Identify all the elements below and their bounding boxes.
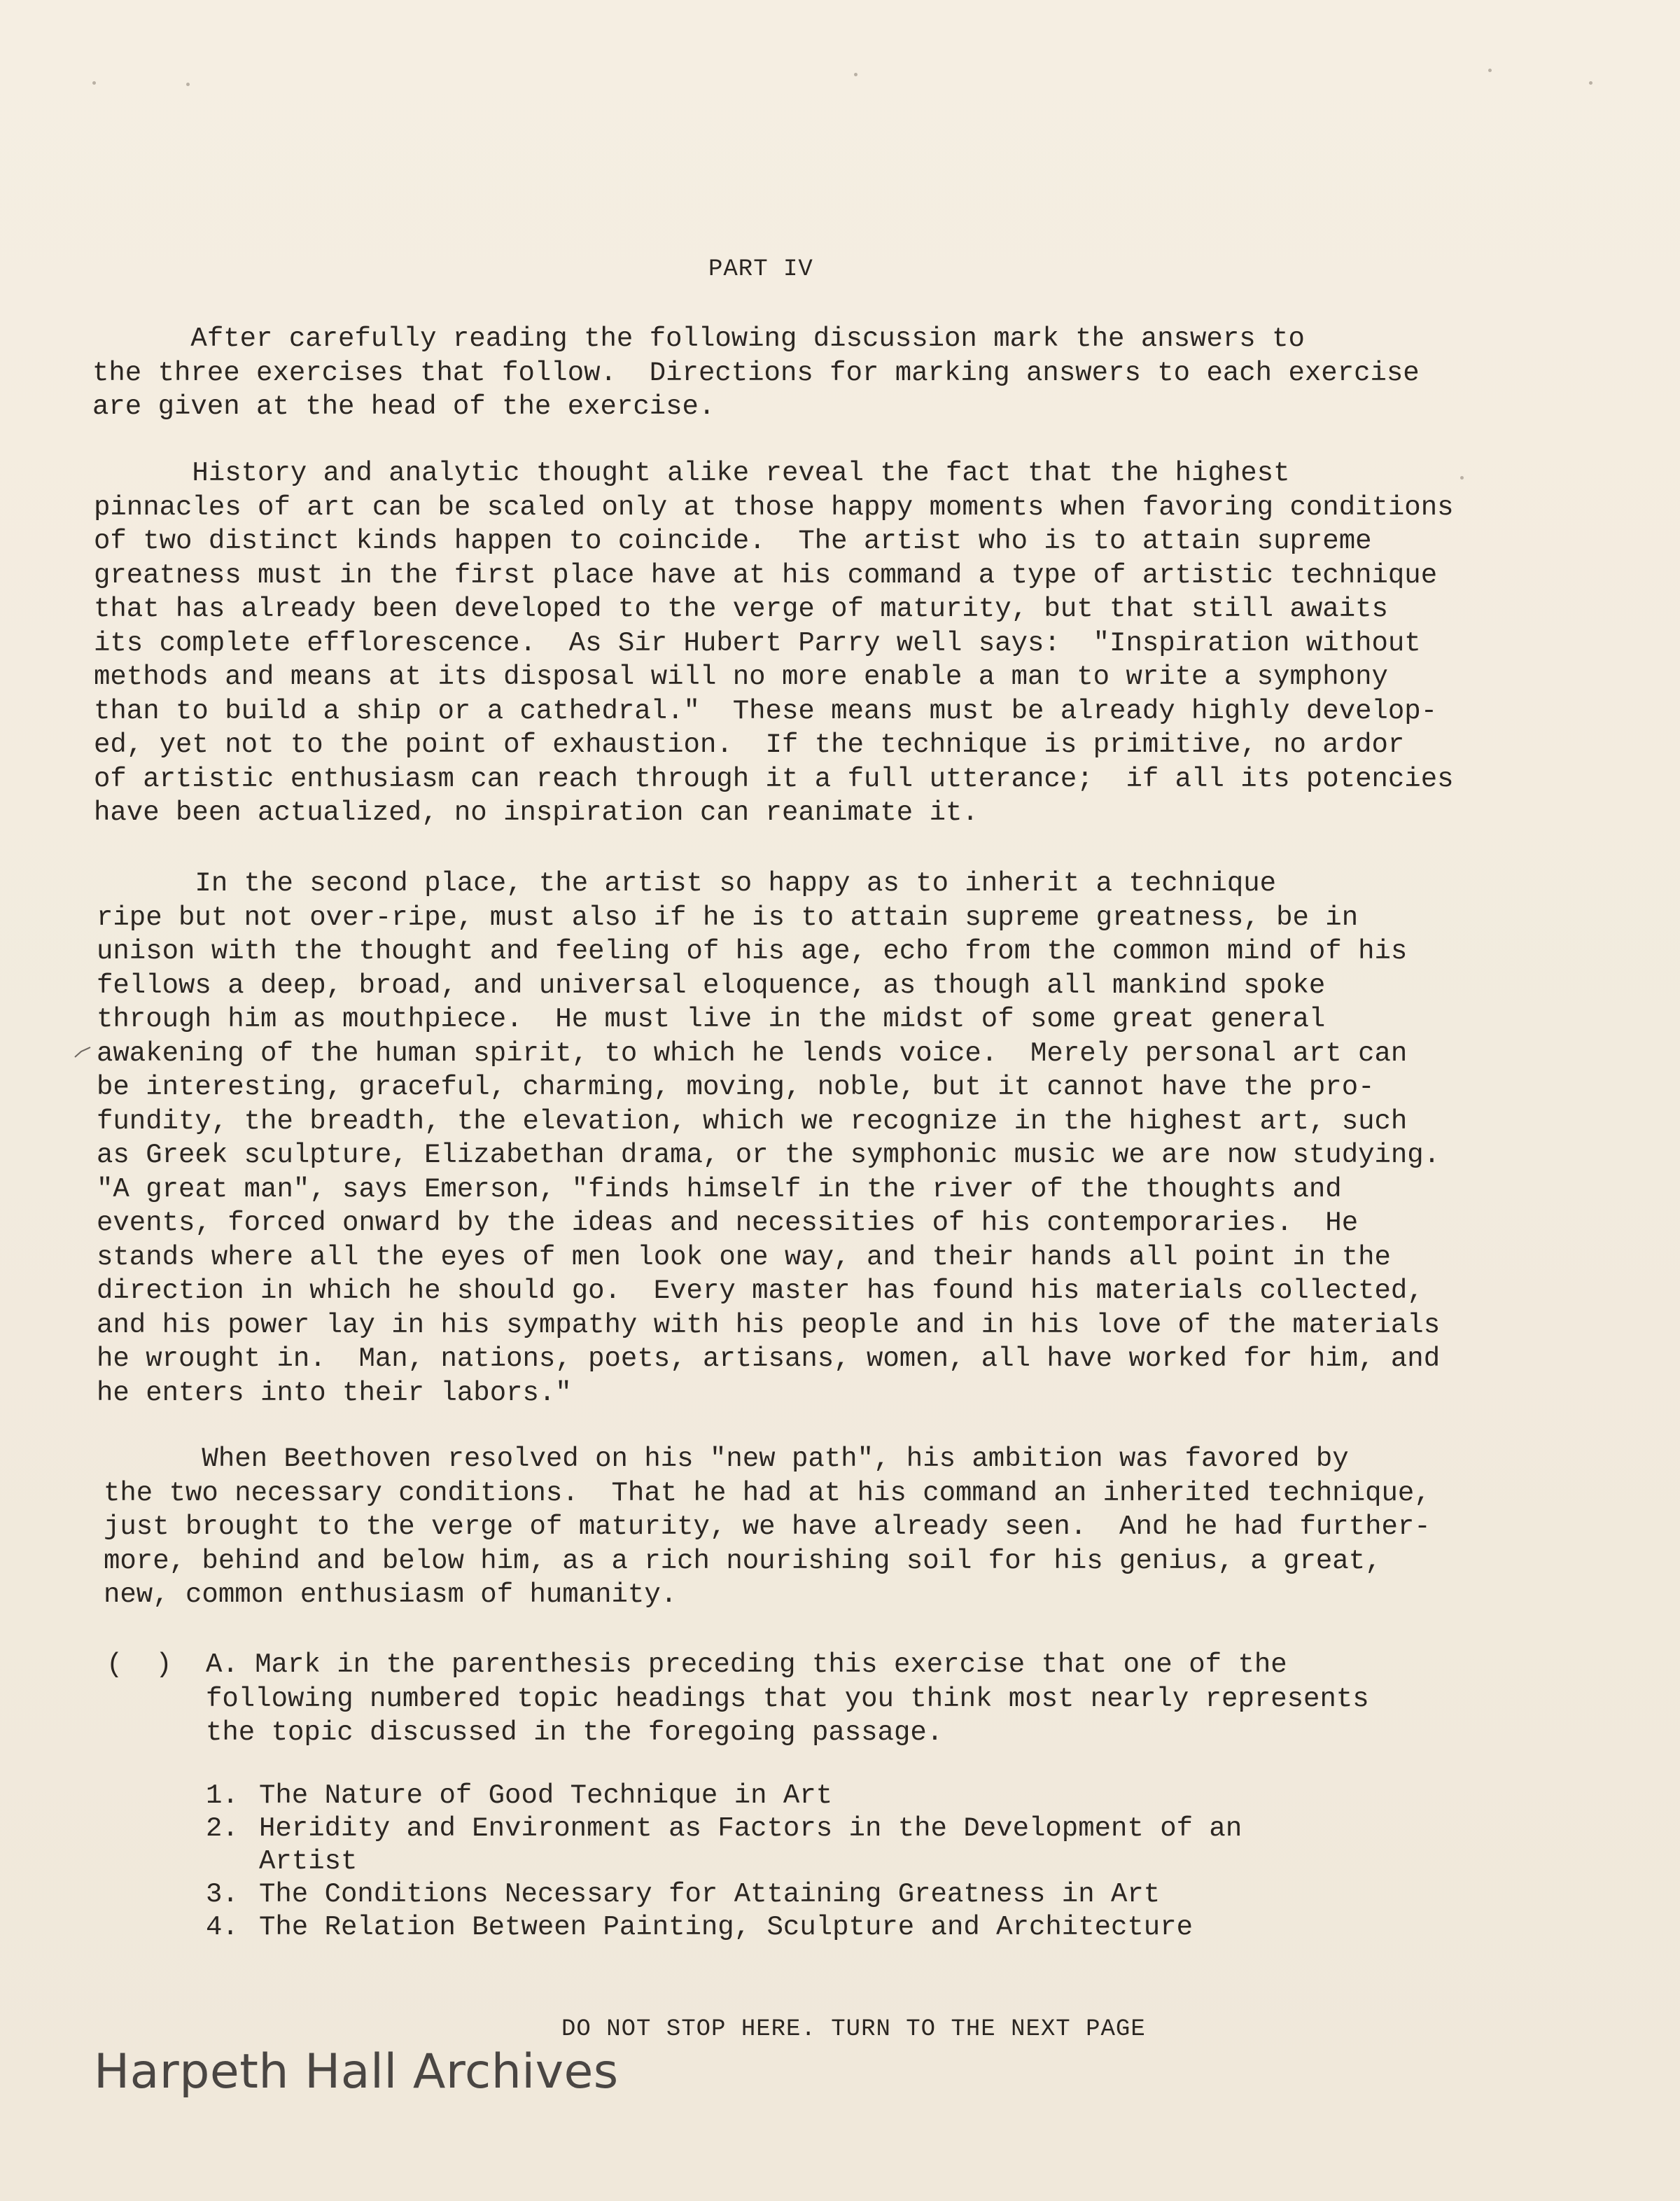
instructions-paragraph: After carefully reading the following discussion mark the answers to the three exercises that follow. Directions for marking answers to each exercise are given at the head of the exercise. [92,323,1420,422]
exercise-prompt: A. Mark in the parenthesis preceding this exercise that one of the following numbered topic headings that you think most nearly represents the topic discussed in the foregoing passage. [206,1649,1369,1748]
option-text: Heridity and Environment as Factors in the Development of an Artist [259,1813,1242,1877]
list-item [206,1812,1242,1878]
paper-speck [92,81,96,85]
paper-speck [1589,81,1592,85]
list-item [206,1780,1242,1812]
topic-options-list [206,1780,1242,1944]
page-title: PART IV [708,256,813,283]
passage-paragraph-3: When Beethoven resolved on his "new path", his ambition was favored by the two necessary conditions. That he had at his command an inherited technique, just brought to the verge of maturity, we have already seen. And he had further- more, behind and below him, as a rich nourishing soil for his genius, a great, new, common enthusiasm of humanity. [104,1444,1431,1610]
next-page-instruction: DO NOT STOP HERE. TURN TO THE NEXT PAGE [561,2016,1146,2043]
paper-speck [854,73,858,76]
list-item [206,1911,1242,1944]
option-number: 1. [206,1780,239,1811]
pencil-check-mark [74,1046,91,1058]
passage-paragraph-2: In the second place, the artist so happy as to inherit a technique ripe but not over-ripe, must also if he is to attain supreme greatness, be in unison with the thought and feeling of his age, echo from the common mind of his fellows a deep, broad, and universal eloquence, as though all mankind spoke through him as mouthpiece. He must live in the midst of some great general awakening of the human spirit, to which he lends voice. Merely personal art can be interesting, graceful, charming, moving, noble, but it cannot have the pro- fundity, the breadth, the elevation, which we recognize in the highest art, such as Greek sculpture, Elizabethan drama, or the symphonic music we are now studying. "A great man", says Emerson, "finds himself in the river of the thoughts and events, forced onward by the ideas and necessities of his contemporaries. He stands where all the eyes of men look one way, and their hands all point in the direction in which he should go. Every master has found his materials collected, and his power lay in his sympathy with his people and in his love of the materials he wrought in. Man, nations, poets, artisans, women, all have worked for him, and he enters into their labors." [97,868,1441,1409]
option-text: The Conditions Necessary for Attaining Greatness in Art [259,1879,1161,1910]
paper-speck [1488,69,1492,72]
paper-speck [1460,476,1464,480]
option-number: 2. [206,1813,239,1844]
list-item [206,1878,1242,1911]
archive-watermark: Harpeth Hall Archives [94,2044,619,2099]
option-text: The Nature of Good Technique in Art [259,1780,833,1811]
answer-parenthesis[interactable]: ( ) [106,1649,172,1680]
passage-paragraph-1: History and analytic thought alike reveal the fact that the highest pinnacles of art can be scaled only at those happy moments when favoring conditions of two distinct kinds happen to coincide. The artist who is to attain supreme greatness must in the first place have at his command a type of artistic technique that has already been developed to the verge of maturity, but that still awaits its complete efflorescence. As Sir Hubert Parry well says: "Inspiration without methods and means at its disposal will no more enable a man to write a symphony than to build a ship or a cathedral." These means must be already highly develop- ed, yet not to the point of exhaustion. If the technique is primitive, no ardor of artistic enthusiasm can reach through it a full utterance; if all its potencies have been actualized, no inspiration can reanimate it. [94,458,1454,828]
paper-speck [186,83,190,86]
option-number: 3. [206,1879,239,1910]
option-text: The Relation Between Painting, Sculpture and Architecture [259,1912,1194,1943]
option-number: 4. [206,1912,239,1943]
